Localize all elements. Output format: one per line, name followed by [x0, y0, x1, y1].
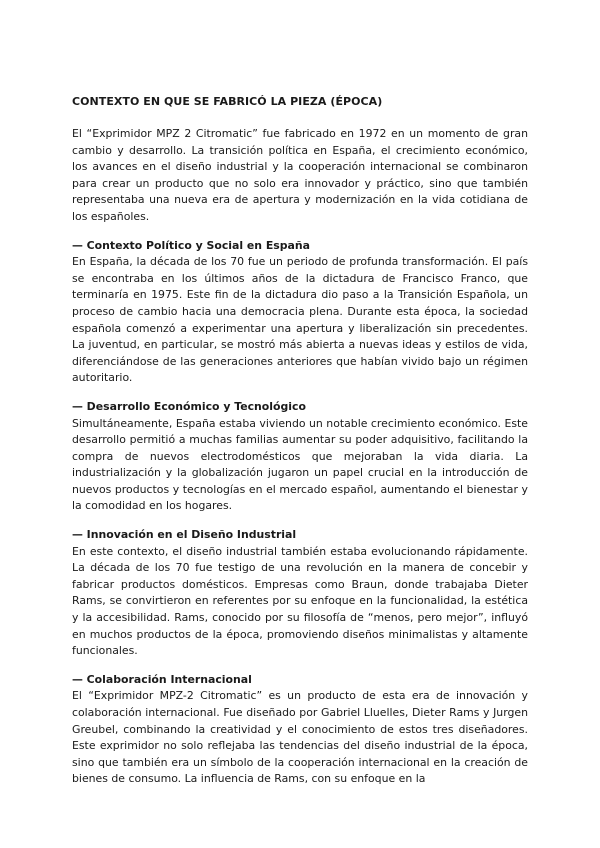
- section-paragraph: En este contexto, el diseño industrial también estaba evolucionando rápidamente. La década de los 70 fue testigo de una revolución en la manera de concebir y fabricar productos domésticos. Empresas como Braun, donde trabajaba Dieter Rams, se convirtieron en referentes por su enfoque en la funcionalidad, la estética y la accesibilidad. Rams, conocido por su filosofía de “menos, pero mejor”, influyó en muchos productos de la época, promoviendo diseños minimalistas y altamente funcionales.: [72, 544, 528, 658]
- section-paragraph: Simultáneamente, España estaba viviendo un notable crecimiento económico. Este desarrollo permitió a muchas familias aumentar su poder adquisitivo, facilitando la compra de nuevos electrodomésticos que mejoraban la vida diaria. La industrialización y la globalización jugaron un papel crucial en la introducción de nuevos productos y tecnologías en el mercado español, aumentando el bienestar y la comodidad en los hogares.: [72, 416, 528, 513]
- document-title: CONTEXTO EN QUE SE FABRICÓ LA PIEZA (ÉPOCA): [72, 95, 383, 108]
- section-international-collaboration: [72, 672, 528, 788]
- intro-paragraph: El “Exprimidor MPZ 2 Citromatic” fue fabricado en 1972 en un momento de gran cambio y desarrollo. La transición política en España, el crecimiento económico, los avances en el diseño industrial y la cooperación internacional se combinaron para crear un producto que no solo era innovador y práctico, sino que también representaba una nueva era de apertura y modernización en la vida cotidiana de los españoles.: [72, 127, 528, 223]
- section-paragraph: El “Exprimidor MPZ-2 Citromatic” es un producto de esta era de innovación y colaboración internacional. Fue diseñado por Gabriel Lluelles, Dieter Rams y Jurgen Greubel, combinando la creatividad y el conocimiento de estos tres diseñadores. Este exprimidor no solo reflejaba las tendencias del diseño industrial de la época, sino que también era un símbolo de la cooperación internacional en la creación de bienes de consumo. La influencia de Rams, con su enfoque en la: [72, 689, 528, 786]
- section-political-social: [72, 238, 528, 387]
- section-industrial-design: [72, 527, 528, 660]
- document-content: [72, 94, 528, 800]
- section-heading: — Desarrollo Económico y Tecnológico: [72, 399, 306, 413]
- section-heading: — Colaboración Internacional: [72, 672, 252, 686]
- section-heading: — Innovación en el Diseño Industrial: [72, 528, 297, 542]
- section-heading: — Contexto Político y Social en España: [72, 238, 310, 252]
- section-economic-technological: [72, 399, 528, 515]
- section-paragraph: En España, la década de los 70 fue un periodo de profunda transformación. El país se encontraba en los últimos años de la dictadura de Francisco Franco, que terminaría en 1975. Este fin de la dictadura dio paso a la Transición Española, un proceso de cambio hacia una democracia plena. Durante esta época, la sociedad española comenzó a experimentar una apertura y liberalización sin precedentes. La juventud, en particular, se mostró más abierta a nuevas ideas y estilos de vida, diferenciándose de las generaciones anteriores que habían vivido bajo un régimen autoritario.: [72, 255, 528, 385]
